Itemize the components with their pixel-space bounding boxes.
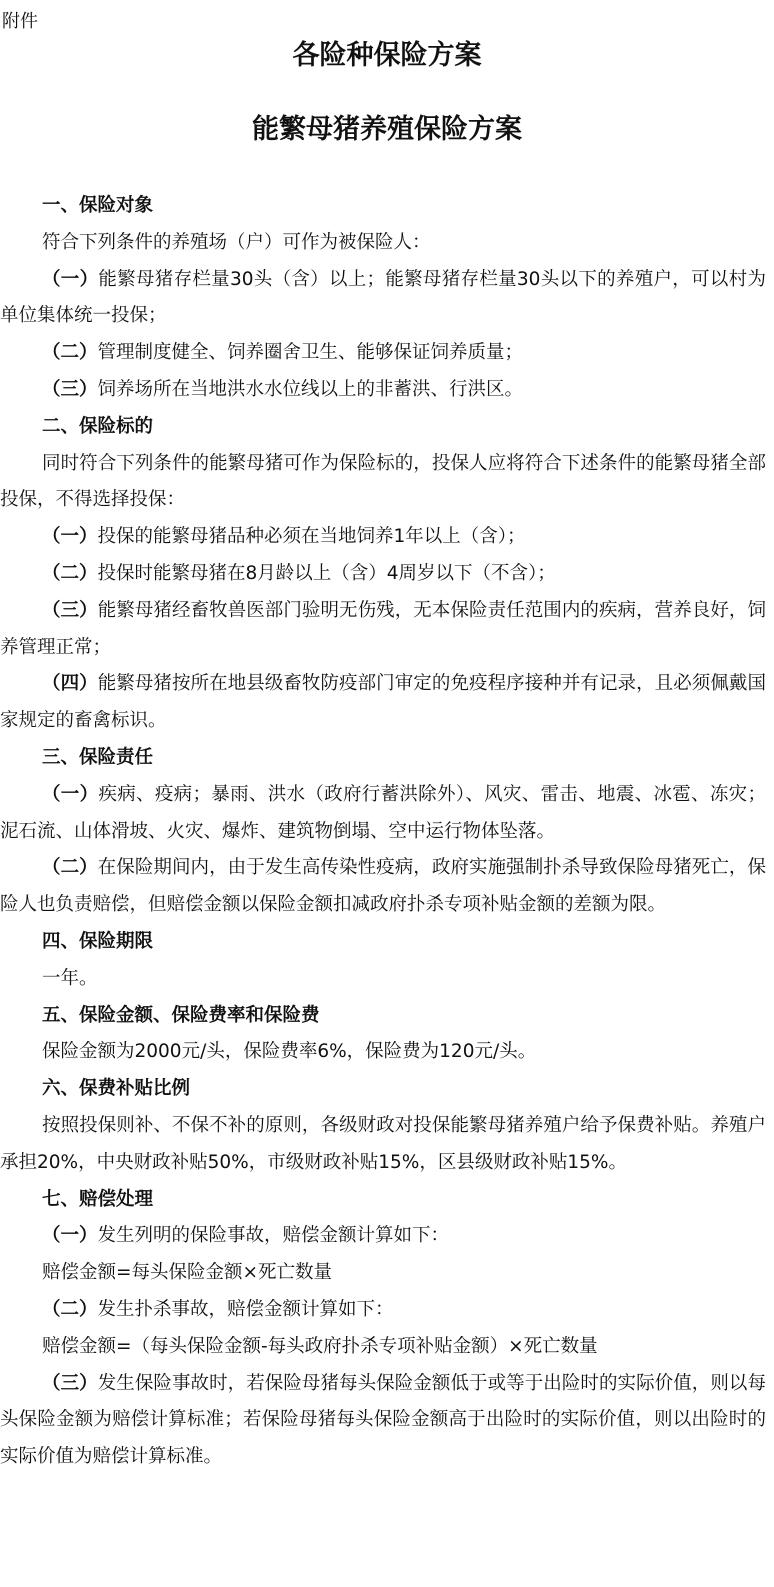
section-paragraph	[0, 446, 766, 520]
document-body	[0, 188, 766, 1476]
item-marker: （二）	[42, 342, 98, 364]
section-paragraph	[0, 593, 766, 667]
section-paragraph	[0, 850, 766, 924]
paragraph-text: 同时符合下列条件的能繁母猪可作为保险标的，投保人应将符合下述条件的能繁母猪全部投保，不得选择投保：	[0, 452, 766, 511]
section-paragraph	[0, 556, 766, 593]
section-heading: 四、保险期限	[42, 930, 154, 952]
section-heading: 二、保险标的	[42, 415, 154, 437]
paragraph-text: 能繁母猪按所在地县级畜牧防疫部门审定的免疫程序接种并有记录，且必须佩戴国家规定的畜禽标识。	[0, 673, 766, 732]
paragraph-text: 赔偿金额=每头保险金额×死亡数量	[42, 1262, 333, 1284]
paragraph-text: 投保时能繁母猪在8月龄以上（含）4周岁以下（不含）；	[97, 562, 556, 584]
item-marker: （四）	[42, 673, 98, 695]
section-paragraph	[0, 1329, 766, 1366]
section-paragraph	[0, 777, 766, 851]
item-marker: （一）	[42, 526, 98, 548]
paragraph-text: 投保的能繁母猪品种必须在当地饲养1年以上（含）；	[97, 526, 526, 548]
paragraph-text: 发生保险事故时，若保险母猪每头保险金额低于或等于出险时的实际价值，则以每头保险金额为赔偿计算标准；若保险母猪每头保险金额高于出险时的实际价值，则以出险时的实际价值为赔偿计算标准。	[0, 1372, 766, 1468]
paragraph-text: 一年。	[42, 967, 98, 989]
section-paragraph	[0, 961, 766, 998]
item-marker: （一）	[42, 268, 99, 290]
section-heading: 七、赔偿处理	[42, 1188, 154, 1210]
paragraph-text: 按照投保则补、不保不补的原则，各级财政对投保能繁母猪养殖户给予保费补贴。养殖户承担20%，中央财政补贴50%，市级财政补贴15%，区县级财政补贴15%。	[0, 1114, 766, 1173]
attachment-label: 附件	[2, 11, 38, 32]
paragraph-text: 赔偿金额=（每头保险金额-每头政府扑杀专项补贴金额）×死亡数量	[42, 1335, 598, 1357]
section-heading: 三、保险责任	[42, 746, 154, 768]
paragraph-text: 发生列明的保险事故，赔偿金额计算如下：	[97, 1225, 450, 1247]
item-marker: （一）	[42, 1225, 98, 1247]
section-heading: 一、保险对象	[42, 195, 154, 216]
section-paragraph	[0, 1218, 766, 1255]
item-marker: （三）	[42, 599, 98, 621]
item-marker: （一）	[42, 783, 99, 805]
section-paragraph	[0, 225, 766, 262]
paragraph-text: 能繁母猪经畜牧兽医部门验明无伤残，无本保险责任范围内的疾病，营养良好，饲养管理正常；	[0, 599, 766, 658]
item-marker: （二）	[42, 562, 98, 584]
sub-title: 能繁母猪养殖保险方案	[252, 114, 522, 145]
item-marker: （二）	[42, 1298, 98, 1320]
section-paragraph	[0, 666, 766, 740]
section-heading: 六、保费补贴比例	[42, 1078, 191, 1100]
item-marker: （三）	[42, 378, 98, 400]
paragraph-text: 饲养场所在当地洪水水位线以上的非蓄洪、行洪区。	[97, 378, 524, 400]
item-marker: （二）	[42, 857, 98, 879]
paragraph-text: 能繁母猪存栏量30头（含）以上；能繁母猪存栏量30头以下的养殖户，可以村为单位集体统一投保；	[0, 268, 766, 327]
section-heading: 五、保险金额、保险费率和保险费	[42, 1004, 320, 1026]
section-paragraph	[0, 519, 766, 556]
paragraph-text: 保险金额为2000元/头，保险费率6%，保险费为120元/头。	[42, 1041, 537, 1063]
section-paragraph	[0, 262, 766, 336]
paragraph-text: 在保险期间内，由于发生高传染性疫病，政府实施强制扑杀导致保险母猪死亡，保险人也负责赔偿，但赔偿金额以保险金额扣减政府扑杀专项补贴金额的差额为限。	[0, 857, 766, 916]
section-paragraph	[0, 1366, 766, 1476]
paragraph-text: 符合下列条件的养殖场（户）可作为被保险人：	[42, 231, 431, 253]
main-title: 各险种保险方案	[292, 40, 482, 71]
section-paragraph	[0, 1108, 766, 1182]
section-paragraph	[0, 1255, 766, 1292]
item-marker: （三）	[42, 1372, 98, 1394]
section-paragraph	[0, 372, 766, 409]
section-paragraph	[0, 1034, 766, 1071]
paragraph-text: 疾病、疫病；暴雨、洪水（政府行蓄洪除外）、风灾、雷击、地震、冰雹、冻灾；泥石流、山体滑坡、火灾、爆炸、建筑物倒塌、空中运行物体坠落。	[0, 783, 766, 842]
paragraph-text: 管理制度健全、饲养圈舍卫生、能够保证饲养质量；	[97, 342, 524, 364]
section-paragraph	[0, 335, 766, 372]
section-paragraph	[0, 1292, 766, 1329]
paragraph-text: 发生扑杀事故，赔偿金额计算如下：	[97, 1298, 394, 1320]
